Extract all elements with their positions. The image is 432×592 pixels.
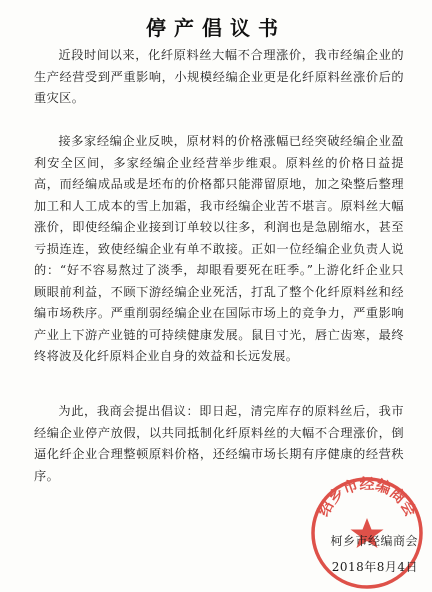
paragraph-intro: 近段时间以来，化纤原料丝大幅不合理涨价，我市经编企业的生产经营受到严重影响，小规模经编企业更是化纤原料丝涨价后的重灾区。: [34, 48, 404, 105]
signature-date: 2018年8月4日: [331, 560, 418, 574]
signature-organization: 柯乡市经编商会: [330, 534, 418, 548]
svg-text:绍乡市经编商会: [314, 475, 420, 520]
paragraph-proposal: 为此，我商会提出倡议：即日起，清完库存的原料丝后，我市经编企业停产放假，以共同抵制化纤原料丝的大幅不合理涨价，倒逼化纤企业合理整顿原料价格，还经编市场长期有序健康的经营秩序。: [34, 404, 404, 483]
document-title: 停产倡议书: [146, 16, 286, 40]
paragraph-body: 接多家经编企业反映，原材料的价格涨幅已经突破经编企业盈利安全区间，多家经编企业经营举步维艰。原料丝的价格日益提高，而经编成品或是坯布的价格都只能滞留原地，加之染整后整理加工和人工成本的雪上加霜，我市经编企业苦不堪言。原料丝大幅涨价，即使经编企业接到订单较以往多，利润也是急剧缩水，甚至亏损连连，致使经编企业有单不敢接。正如一位经编企业负责人说的：“好不容易熬过了淡季，却眼看要死在旺季。”上游化纤企业只顾眼前利益，不顾下游经编企业死活，打乱了整个化纤原料丝和经编市场秩序。严重削弱经编企业在国际市场上的竞争力，严重影响产业上下游产业链的可持续健康发展。鼠目寸光，唇亡齿寒，最终终将波及化纤原料企业自身的效益和长远发展。: [34, 134, 404, 363]
seal-text: 绍乡市经编商会: [314, 474, 420, 520]
